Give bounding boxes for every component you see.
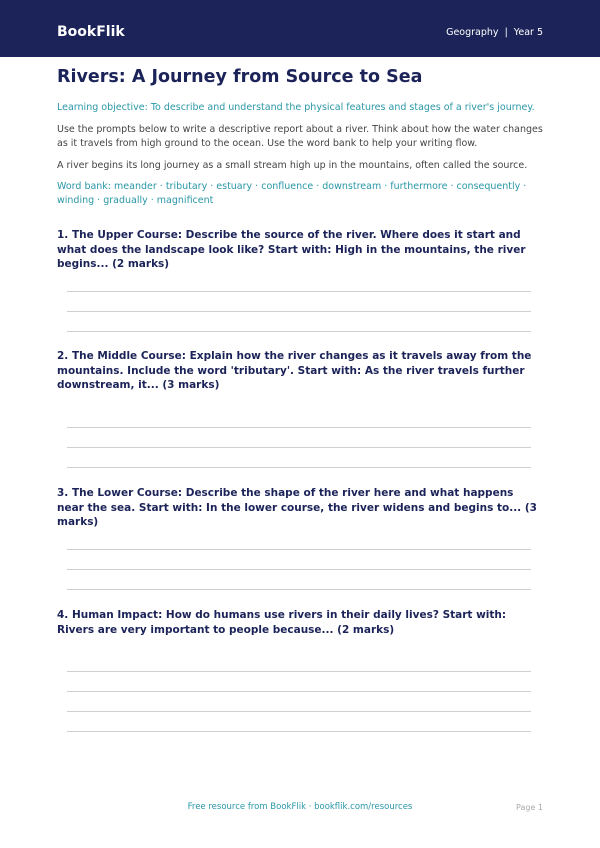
answer-line[interactable] bbox=[67, 427, 531, 428]
question-2: 2. The Middle Course: Explain how the river changes as it travels away from the mountains. Include the word 'tributary'. Start with: As the river travels further downstream, it... (3 marks) bbox=[57, 350, 532, 391]
learning-objective: Learning objective: To describe and understand the physical features and stages of a river's journey. bbox=[57, 102, 535, 113]
answer-line[interactable] bbox=[67, 311, 531, 312]
worksheet-intro bbox=[57, 66, 543, 208]
question-4: 4. Human Impact: How do humans use rivers in their daily lives? Start with: Rivers are very important to people because... (2 marks) bbox=[57, 609, 507, 636]
worksheet-title: Rivers: A Journey from Source to Sea bbox=[57, 67, 423, 87]
answer-line[interactable] bbox=[67, 447, 531, 448]
intro-text: A river begins its long journey as a small stream high up in the mountains, often called the source. bbox=[57, 160, 528, 171]
answer-line[interactable] bbox=[67, 569, 531, 570]
page-header bbox=[0, 0, 600, 57]
question-1: 1. The Upper Course: Describe the source of the river. Where does it start and what does the landscape look like? Start with: High in the mountains, the river begins... (2 marks) bbox=[57, 229, 526, 270]
answer-line[interactable] bbox=[67, 331, 531, 332]
word-bank: Word bank: meander · tributary · estuary · confluence · downstream · furthermore · consequently · winding · gradually · magnificent bbox=[57, 180, 527, 206]
brand-logo: BookFlik bbox=[57, 24, 125, 40]
page-number: Page 1 bbox=[516, 803, 543, 812]
question-3: 3. The Lower Course: Describe the shape of the river here and what happens near the sea. Start with: In the lower course, the river widens and begins to... (3 marks) bbox=[57, 487, 537, 528]
footer-resource-note: Free resource from BookFlik · bookflik.com/resources bbox=[187, 802, 413, 812]
answer-line[interactable] bbox=[67, 291, 531, 292]
answer-line[interactable] bbox=[67, 711, 531, 712]
instructions-text: Use the prompts below to write a descriptive report about a river. Think about how the water changes as it travels from high ground to the ocean. Use the word bank to help your writing flow. bbox=[57, 124, 543, 149]
answer-line[interactable] bbox=[67, 691, 531, 692]
answer-line[interactable] bbox=[67, 671, 531, 672]
answer-line[interactable] bbox=[67, 549, 531, 550]
answer-line[interactable] bbox=[67, 589, 531, 590]
answer-line[interactable] bbox=[67, 731, 531, 732]
answer-line[interactable] bbox=[67, 467, 531, 468]
subject-year-label: Geography | Year 5 bbox=[446, 27, 543, 38]
